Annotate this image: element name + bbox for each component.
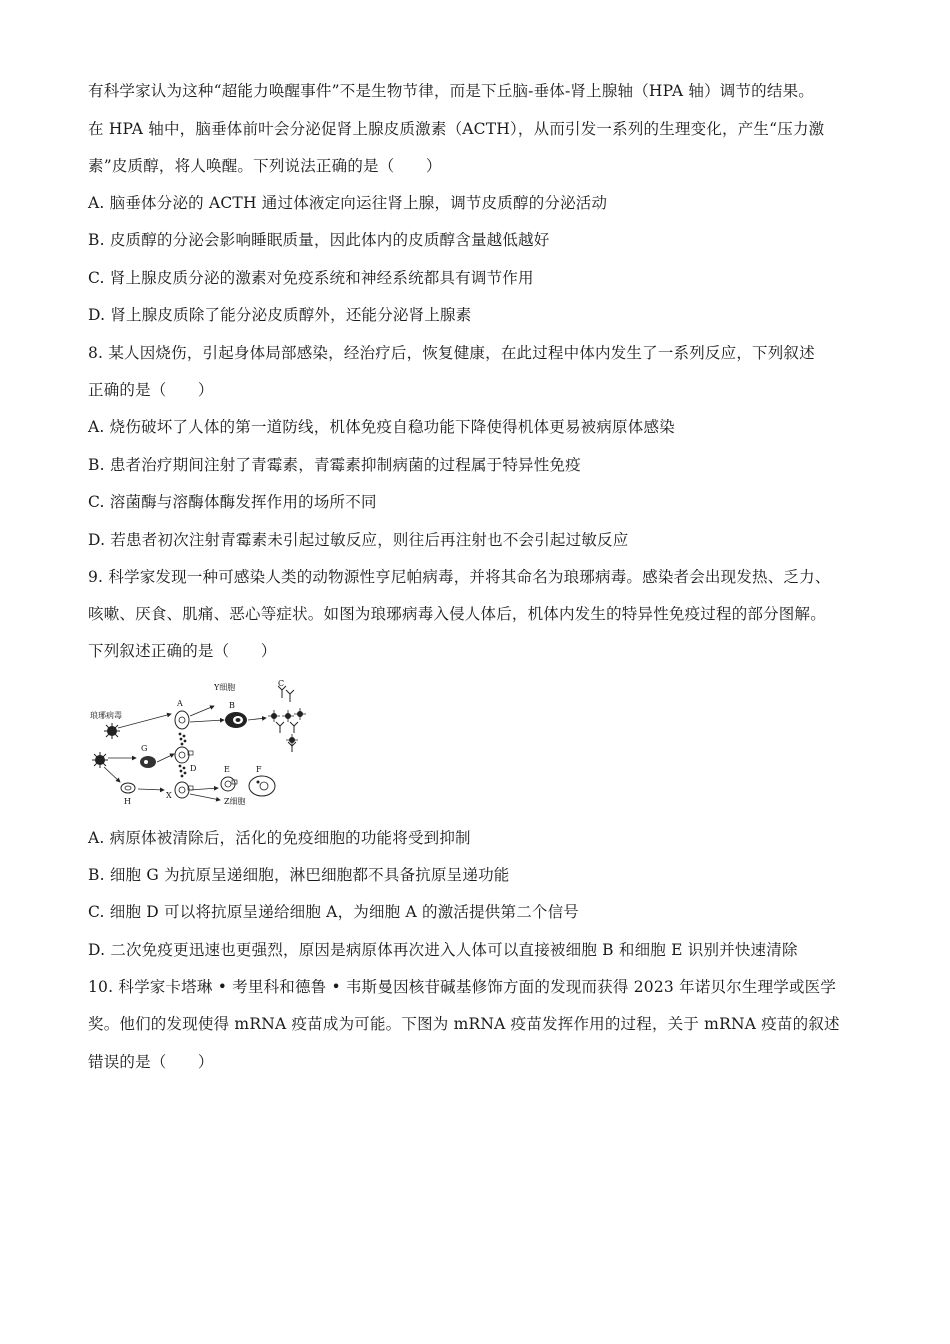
q8-option-b[interactable]: B. 患者治疗期间注射了青霉素，青霉素抑制病菌的过程属于特异性免疫 bbox=[88, 456, 581, 474]
q8-option-c[interactable]: C. 溶菌酶与溶酶体酶发挥作用的场所不同 bbox=[88, 493, 377, 511]
q8-option-a[interactable]: A. 烧伤破坏了人体的第一道防线，机体免疫自稳功能下降使得机体更易被病原体感染 bbox=[88, 418, 675, 436]
letter-e: E bbox=[224, 765, 230, 774]
q7-stem-line-3: 素”皮质醇，将人唤醒。下列说法正确的是（ ） bbox=[88, 157, 442, 175]
q9-option-a[interactable]: A. 病原体被清除后，活化的免疫细胞的功能将受到抑制 bbox=[88, 829, 471, 847]
immune-diagram-svg bbox=[86, 676, 306, 811]
cell-g bbox=[140, 756, 156, 768]
virus-icon-main bbox=[92, 752, 108, 768]
q8-stem-line-1: 8. 某人因烧伤，引起身体局部感染，经治疗后，恢复健康，在此过程中体内发生了一系列反应，下列叙述 bbox=[88, 344, 815, 362]
q9-option-d[interactable]: D. 二次免疫更迅速也更强烈，原因是病原体再次进入人体可以直接被细胞 B 和细胞 E 识别并快速清除 bbox=[88, 941, 798, 959]
q7-option-c[interactable]: C. 肾上腺皮质分泌的激素对免疫系统和神经系统都具有调节作用 bbox=[88, 269, 534, 287]
q10-stem-line-2: 奖。他们的发现使得 mRNA 疫苗成为可能。下图为 mRNA 疫苗发挥作用的过程，关于 mRNA 疫苗的叙述 bbox=[88, 1015, 840, 1033]
immune-process-diagram bbox=[86, 676, 306, 811]
q8-stem-line-2: 正确的是（ ） bbox=[88, 381, 214, 399]
q7-option-a[interactable]: A. 脑垂体分泌的 ACTH 通过体液定向运往肾上腺，调节皮质醇的分泌活动 bbox=[88, 194, 608, 212]
letter-a: A bbox=[177, 699, 183, 708]
z-cell-label: Z细胞 bbox=[224, 797, 246, 806]
q10-stem-line-3: 错误的是（ ） bbox=[88, 1053, 214, 1071]
cell-b bbox=[225, 712, 247, 728]
q9-stem-line-3: 下列叙述正确的是（ ） bbox=[88, 642, 277, 660]
cell-a bbox=[175, 711, 189, 729]
q10-stem-line-1: 10. 科学家卡塔琳 • 考里科和德鲁 • 韦斯曼因核苷碱基修饰方面的发现而获得 2023 年诺贝尔生理学或医学 bbox=[88, 978, 837, 996]
q9-option-b[interactable]: B. 细胞 G 为抗原呈递细胞，淋巴细胞都不具备抗原呈递功能 bbox=[88, 866, 510, 884]
q7-stem-line-1: 有科学家认为这种“超能力唤醒事件”不是生物节律，而是下丘脑-垂体-肾上腺轴（HPA 轴）调节的结果。 bbox=[88, 82, 814, 100]
cell-h bbox=[121, 783, 135, 793]
letter-d: D bbox=[190, 764, 197, 773]
q9-stem-line-2: 咳嗽、厌食、肌痛、恶心等症状。如图为琅琊病毒入侵人体后，机体内发生的特异性免疫过程的部分图解。 bbox=[88, 605, 826, 623]
letter-g: G bbox=[141, 744, 148, 753]
y-cell-label: Y细胞 bbox=[214, 683, 236, 692]
q7-option-d[interactable]: D. 肾上腺皮质除了能分泌皮质醇外，还能分泌肾上腺素 bbox=[88, 306, 472, 324]
letter-b: B bbox=[229, 701, 235, 710]
q7-stem-line-2: 在 HPA 轴中，脑垂体前叶会分泌促肾上腺皮质激素（ACTH），从而引发一系列的生理变化，产生“压力激 bbox=[88, 120, 825, 138]
q9-stem-line-1: 9. 科学家发现一种可感染人类的动物源性亨尼帕病毒，并将其命名为琅琊病毒。感染者会出现发热、乏力、 bbox=[88, 568, 831, 586]
letter-f: F bbox=[256, 765, 262, 774]
letter-h: H bbox=[124, 797, 131, 806]
q8-option-d[interactable]: D. 若患者初次注射青霉素未引起过敏反应，则往后再注射也不会引起过敏反应 bbox=[88, 531, 629, 549]
cytokine-dots-lower bbox=[179, 765, 187, 778]
cell-e bbox=[221, 777, 237, 791]
letter-c: C bbox=[278, 679, 285, 688]
cell-a-lower bbox=[175, 747, 193, 763]
antibody-cluster bbox=[268, 686, 306, 752]
letter-x: X bbox=[166, 791, 172, 800]
q7-option-b[interactable]: B. 皮质醇的分泌会影响睡眠质量，因此体内的皮质醇含量越低越好 bbox=[88, 231, 550, 249]
q9-option-c[interactable]: C. 细胞 D 可以将抗原呈递给细胞 A，为细胞 A 的激活提供第二个信号 bbox=[88, 903, 580, 921]
cytokine-dots-upper bbox=[179, 733, 187, 746]
virus-icon-top bbox=[104, 723, 120, 739]
cell-f bbox=[249, 776, 275, 796]
virus-label: 琅琊病毒 bbox=[90, 711, 122, 720]
